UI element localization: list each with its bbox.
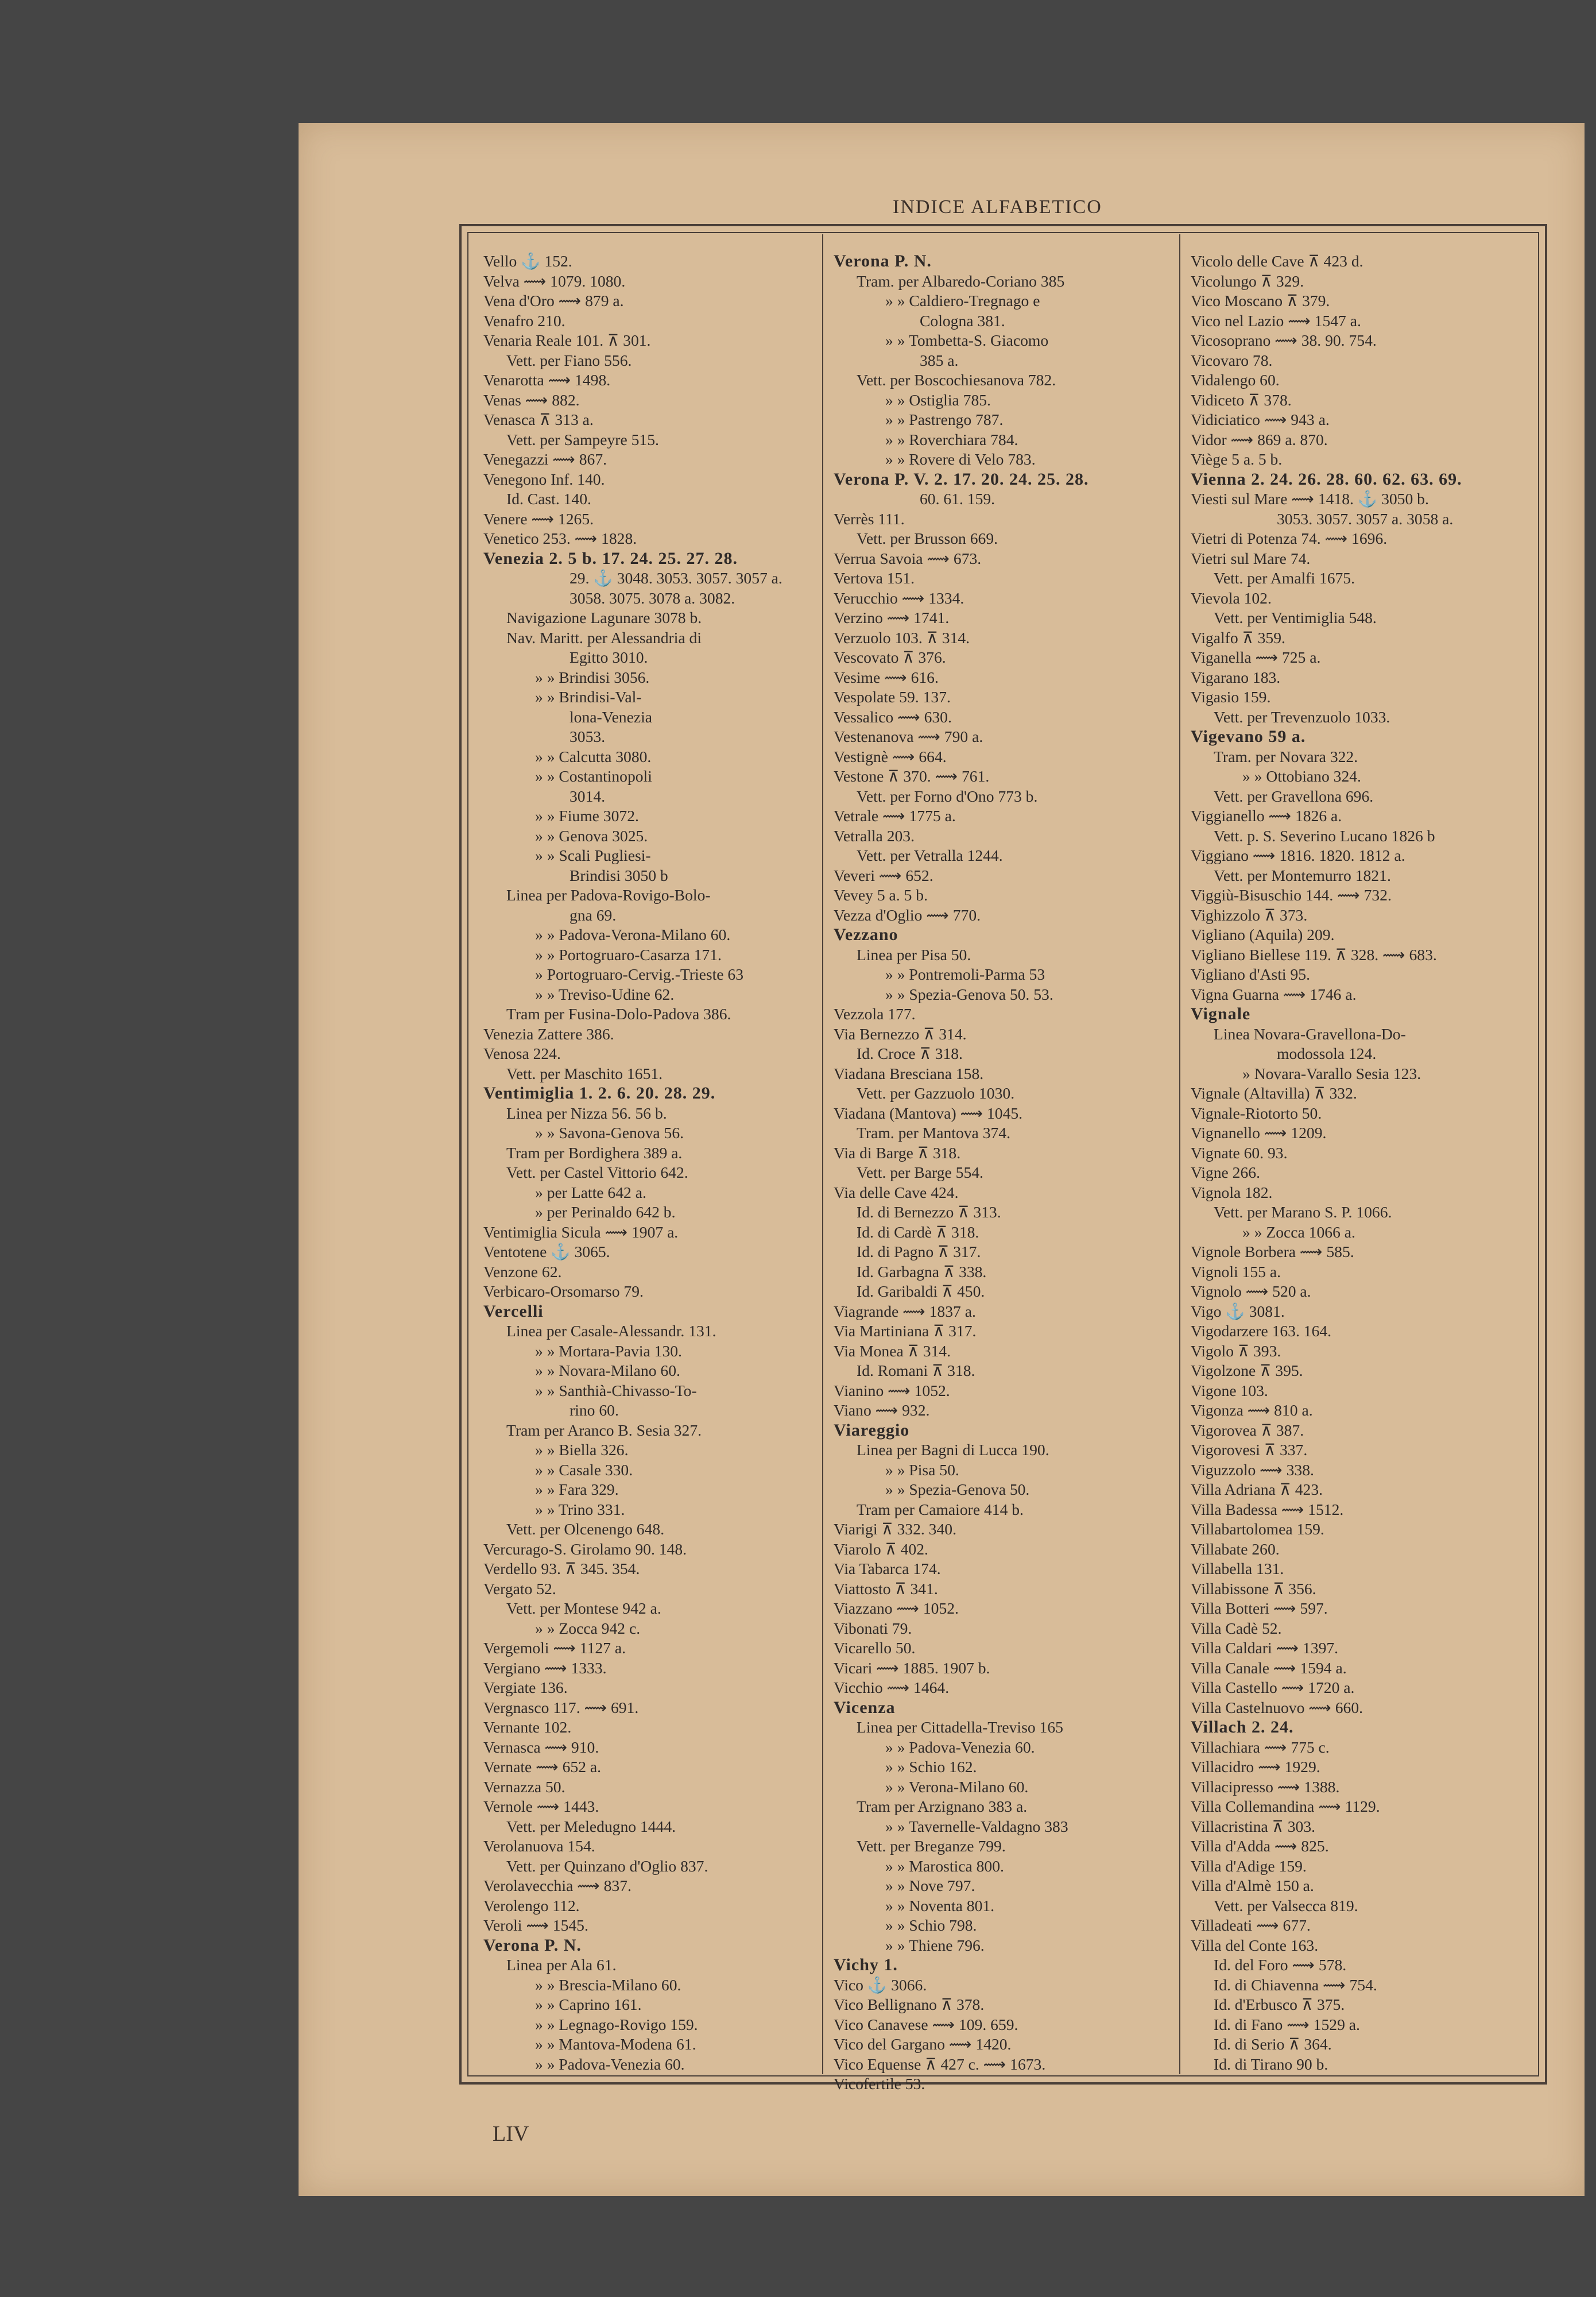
index-entry: Tram per Fusina-Dolo-Padova 386. xyxy=(506,1005,731,1023)
index-entry: Viadana (Mantova) ⟿ 1045. xyxy=(834,1104,1023,1122)
index-entry: » » Padova-Venezia 60. xyxy=(535,2055,685,2073)
index-entry: Tram. per Mantova 374. xyxy=(857,1124,1010,1142)
index-entry: Viattosto ⊼ 341. xyxy=(834,1579,938,1598)
index-entry: Vigliano Biellese 119. ⊼ 328. ⟿ 683. xyxy=(1191,945,1437,964)
index-entry: » » Thiene 796. xyxy=(885,1936,985,1954)
index-entry: Id. di Serio ⊼ 364. xyxy=(1214,2035,1332,2053)
index-entry: Villabella 131. xyxy=(1191,1560,1284,1577)
index-entry: Vignoli 155 a. xyxy=(1191,1262,1281,1281)
index-entry: Villa d'Adige 159. xyxy=(1191,1857,1307,1875)
index-entry: Viazzano ⟿ 1052. xyxy=(834,1599,959,1617)
index-entry: Vetrale ⟿ 1775 a. xyxy=(834,807,956,825)
index-entry: Villa Collemandina ⟿ 1129. xyxy=(1191,1797,1380,1815)
index-entry: Vicchio ⟿ 1464. xyxy=(834,1679,950,1696)
index-entry: Villa d'Adda ⟿ 825. xyxy=(1191,1837,1329,1855)
index-entry: Veveri ⟿ 652. xyxy=(834,866,933,884)
index-entry: Vibonati 79. xyxy=(834,1619,912,1637)
index-entry: Via delle Cave 424. xyxy=(834,1183,959,1201)
index-entry: gna 69. xyxy=(570,906,617,924)
index-entry: Viarolo ⊼ 402. xyxy=(834,1540,928,1558)
index-entry: Tram per Camaiore 414 b. xyxy=(857,1500,1024,1518)
index-entry: Vett. per Montese 942 a. xyxy=(506,1599,661,1617)
index-entry: Navigazione Lagunare 3078 b. xyxy=(506,609,702,627)
index-entry: » » Savona-Genova 56. xyxy=(535,1124,684,1142)
index-entry: Vidor ⟿ 869 a. 870. xyxy=(1191,430,1328,448)
index-entry: Id. di Tirano 90 b. xyxy=(1214,2055,1328,2073)
index-column-1 xyxy=(483,252,818,2074)
index-entry: » » Casale 330. xyxy=(535,1460,633,1479)
index-entry: Vico Equense ⊼ 427 c. ⟿ 1673. xyxy=(834,2055,1046,2073)
index-entry: Vietri di Potenza 74. ⟿ 1696. xyxy=(1191,529,1388,547)
index-entry: Vigorovesi ⊼ 337. xyxy=(1191,1441,1308,1459)
index-entry: Linea per Bagni di Lucca 190. xyxy=(857,1441,1049,1459)
index-entry: Vett. per Quinzano d'Oglio 837. xyxy=(506,1857,708,1875)
index-entry: Vignanello ⟿ 1209. xyxy=(1191,1124,1327,1142)
index-entry: Vignola 182. xyxy=(1191,1183,1273,1201)
page-number: LIV xyxy=(493,2122,529,2146)
index-entry: Vidiceto ⊼ 378. xyxy=(1191,390,1292,409)
index-entry: Vesime ⟿ 616. xyxy=(834,668,939,686)
index-entry: Nav. Maritt. per Alessandria di xyxy=(506,628,702,647)
index-entry: Id. Croce ⊼ 318. xyxy=(857,1045,963,1062)
index-entry: Id. di Fano ⟿ 1529 a. xyxy=(1214,2015,1360,2033)
index-entry: 29. ⚓ 3048. 3053. 3057. 3057 a. xyxy=(570,569,782,587)
index-entry: Velva ⟿ 1079. 1080. xyxy=(483,272,626,290)
index-entry: » » Costantinopoli xyxy=(535,767,652,785)
index-entry: Vico Canavese ⟿ 109. 659. xyxy=(834,2015,1018,2033)
index-entry: » » Zocca 942 c. xyxy=(535,1619,641,1637)
index-entry: Vezzola 177. xyxy=(834,1005,916,1023)
index-entry: Vicenza xyxy=(834,1697,896,1717)
index-entry: Veroli ⟿ 1545. xyxy=(483,1916,588,1934)
index-entry: Ventotene ⚓ 3065. xyxy=(483,1243,610,1260)
index-entry: Vietri sul Mare 74. xyxy=(1191,549,1311,567)
index-entry: Verzino ⟿ 1741. xyxy=(834,609,950,627)
index-entry: Venaria Reale 101. ⊼ 301. xyxy=(483,331,651,349)
index-entry: Villabartolomea 159. xyxy=(1191,1520,1324,1538)
index-entry: » » Pisa 50. xyxy=(885,1460,959,1479)
index-entry: Vernole ⟿ 1443. xyxy=(483,1797,599,1815)
index-column-3 xyxy=(1191,252,1535,2074)
index-entry: Vievola 102. xyxy=(1191,589,1272,607)
index-entry: Villa del Conte 163. xyxy=(1191,1936,1319,1954)
index-entry: Vett. per Trevenzuolo 1033. xyxy=(1214,707,1390,726)
index-entry: Villa Cadè 52. xyxy=(1191,1619,1282,1637)
index-entry: Venegazzi ⟿ 867. xyxy=(483,450,607,468)
index-entry: » » Biella 326. xyxy=(535,1441,629,1459)
index-entry: Vett. per Sampeyre 515. xyxy=(506,430,659,448)
index-entry: Vett. per Montemurro 1821. xyxy=(1214,866,1391,884)
index-entry: » » Noventa 801. xyxy=(885,1896,995,1915)
index-entry: » » Scali Pugliesi- xyxy=(535,846,651,864)
index-entry: 60. 61. 159. xyxy=(920,490,995,508)
index-entry: Vigolzone ⊼ 395. xyxy=(1191,1362,1303,1379)
index-entry: rino 60. xyxy=(570,1401,619,1419)
index-entry: Id. Romani ⊼ 318. xyxy=(857,1362,975,1379)
index-entry: » » Spezia-Genova 50. 53. xyxy=(885,985,1053,1003)
index-entry: Villacristina ⊼ 303. xyxy=(1191,1817,1316,1835)
index-entry: » » Tombetta-S. Giacomo xyxy=(885,331,1049,349)
index-entry: Vett. per Barge 554. xyxy=(857,1163,983,1181)
index-entry: Vidiciatico ⟿ 943 a. xyxy=(1191,411,1330,428)
index-entry: Vigliano (Aquila) 209. xyxy=(1191,926,1335,943)
index-entry: Vetralla 203. xyxy=(834,826,915,845)
column-separator xyxy=(1179,234,1180,2074)
index-entry: Via di Barge ⊼ 318. xyxy=(834,1143,961,1162)
index-entry: Linea per Padova-Rovigo-Bolo- xyxy=(506,886,711,904)
index-entry: » » Caldiero-Tregnago e xyxy=(885,292,1040,310)
index-entry: Id. Garibaldi ⊼ 450. xyxy=(857,1282,985,1300)
index-entry: Id. di Cardè ⊼ 318. xyxy=(857,1223,979,1241)
index-entry: Vicari ⟿ 1885. 1907 b. xyxy=(834,1658,990,1677)
index-entry: Vico del Gargano ⟿ 1420. xyxy=(834,2035,1012,2053)
index-entry: Venere ⟿ 1265. xyxy=(483,509,594,528)
index-entry: » » Fiume 3072. xyxy=(535,807,639,825)
index-entry: 385 a. xyxy=(920,351,959,369)
index-entry: Viadana Bresciana 158. xyxy=(834,1064,984,1082)
index-entry: Cologna 381. xyxy=(920,311,1005,330)
index-entry: Venegono Inf. 140. xyxy=(483,470,605,488)
index-entry: Viano ⟿ 932. xyxy=(834,1401,930,1419)
index-entry: Linea per Nizza 56. 56 b. xyxy=(506,1104,667,1122)
index-entry: Ventimiglia Sicula ⟿ 1907 a. xyxy=(483,1223,679,1241)
index-entry: Vernate ⟿ 652 a. xyxy=(483,1758,602,1776)
index-entry: Vett. per Gravellona 696. xyxy=(1214,787,1374,805)
index-entry: Vett. per Olcenengo 648. xyxy=(506,1520,665,1538)
index-entry: Viggiù-Bisuschio 144. ⟿ 732. xyxy=(1191,886,1392,904)
index-entry: Verona P. N. xyxy=(483,1935,582,1955)
index-entry: Villa Botteri ⟿ 597. xyxy=(1191,1599,1328,1617)
index-entry: » » Santhià-Chivasso-To- xyxy=(535,1381,697,1399)
index-entry: Vigne 266. xyxy=(1191,1163,1260,1181)
index-entry: Vestone ⊼ 370. ⟿ 761. xyxy=(834,767,990,785)
page-header: INDICE ALFABETICO xyxy=(893,196,1102,218)
index-entry: » per Perinaldo 642 b. xyxy=(535,1203,676,1221)
index-entry: Vett. per Fiano 556. xyxy=(506,351,632,369)
index-entry: Viggianello ⟿ 1826 a. xyxy=(1191,807,1342,825)
index-entry: Venosa 224. xyxy=(483,1045,561,1062)
index-entry: Villacidro ⟿ 1929. xyxy=(1191,1758,1320,1776)
index-entry: » » Calcutta 3080. xyxy=(535,747,652,765)
index-entry: » » Genova 3025. xyxy=(535,826,648,845)
index-entry: Vezza d'Oglio ⟿ 770. xyxy=(834,906,981,924)
index-entry: Verrua Savoia ⟿ 673. xyxy=(834,549,982,567)
index-entry: Id. Garbagna ⊼ 338. xyxy=(857,1262,987,1281)
index-entry: Viagrande ⟿ 1837 a. xyxy=(834,1302,976,1320)
index-entry: Linea Novara-Gravellona-Do- xyxy=(1214,1024,1406,1043)
index-entry: Vicovaro 78. xyxy=(1191,351,1273,369)
index-entry: Villabissone ⊼ 356. xyxy=(1191,1579,1316,1598)
index-entry: Vernante 102. xyxy=(483,1718,572,1736)
index-entry: Vigodarzere 163. 164. xyxy=(1191,1322,1332,1340)
index-entry: » » Mortara-Pavia 130. xyxy=(535,1341,682,1360)
index-entry: Villa Caldari ⟿ 1397. xyxy=(1191,1639,1339,1657)
index-entry: » » Padova-Venezia 60. xyxy=(885,1738,1035,1756)
index-entry: Vicarello 50. xyxy=(834,1639,916,1657)
index-entry: Vigasio 159. xyxy=(1191,688,1271,706)
index-entry: Vignolo ⟿ 520 a. xyxy=(1191,1282,1311,1300)
index-entry: Vicolo delle Cave ⊼ 423 d. xyxy=(1191,252,1363,270)
index-entry: Vico nel Lazio ⟿ 1547 a. xyxy=(1191,311,1361,330)
index-entry: Vergiano ⟿ 1333. xyxy=(483,1658,607,1677)
index-entry: Vigevano 59 a. xyxy=(1191,727,1306,746)
index-entry: Viguzzolo ⟿ 338. xyxy=(1191,1460,1314,1479)
index-entry: Vespolate 59. 137. xyxy=(834,688,951,706)
index-entry: Viarigi ⊼ 332. 340. xyxy=(834,1520,956,1538)
index-entry: Vett. per Gazzuolo 1030. xyxy=(857,1084,1015,1102)
index-entry: Tram per Bordighera 389 a. xyxy=(506,1143,683,1162)
index-entry: Vigonza ⟿ 810 a. xyxy=(1191,1401,1313,1419)
index-entry: » » Nove 797. xyxy=(885,1877,975,1894)
index-entry: Vico Bellignano ⊼ 378. xyxy=(834,1996,985,2013)
index-entry: Id. di Bernezzo ⊼ 313. xyxy=(857,1203,1001,1221)
index-entry: Vercurago-S. Girolamo 90. 148. xyxy=(483,1540,687,1558)
index-entry: 3058. 3075. 3078 a. 3082. xyxy=(570,589,735,607)
index-entry: Vezzano xyxy=(834,925,898,944)
index-entry: Villa Canale ⟿ 1594 a. xyxy=(1191,1658,1347,1677)
index-entry: » » Schio 798. xyxy=(885,1916,977,1934)
index-entry: Linea per Ala 61. xyxy=(506,1956,617,1974)
index-entry: Vignate 60. 93. xyxy=(1191,1143,1288,1162)
index-entry: Vett. per Meledugno 1444. xyxy=(506,1817,676,1835)
index-entry: Vett. per Ventimiglia 548. xyxy=(1214,609,1377,627)
index-entry: Verona P. N. xyxy=(834,252,932,270)
index-entry: Vigalfo ⊼ 359. xyxy=(1191,628,1285,647)
index-entry: Verrès 111. xyxy=(834,509,905,528)
index-entry: Viesti sul Mare ⟿ 1418. ⚓ 3050 b. xyxy=(1191,490,1429,508)
index-entry: Vignale xyxy=(1191,1004,1251,1023)
index-entry: Vena d'Oro ⟿ 879 a. xyxy=(483,292,624,310)
index-entry: Villa Castello ⟿ 1720 a. xyxy=(1191,1679,1355,1696)
index-entry: » » Fara 329. xyxy=(535,1480,619,1498)
index-entry: modossola 124. xyxy=(1277,1045,1377,1062)
index-entry: » » Tavernelle-Valdagno 383 xyxy=(885,1817,1068,1835)
index-entry: Viggiano ⟿ 1816. 1820. 1812 a. xyxy=(1191,846,1405,864)
index-entry: Verolavecchia ⟿ 837. xyxy=(483,1877,632,1894)
index-entry: Tram. per Albaredo-Coriano 385 xyxy=(857,272,1065,290)
index-entry: Vignale (Altavilla) ⊼ 332. xyxy=(1191,1084,1357,1102)
index-entry: Vett. per Valsecca 819. xyxy=(1214,1896,1358,1915)
index-entry: Id. d'Erbusco ⊼ 375. xyxy=(1214,1996,1345,2013)
index-entry: » » Spezia-Genova 50. xyxy=(885,1480,1030,1498)
index-entry: » » Padova-Verona-Milano 60. xyxy=(535,926,731,943)
index-entry: Vernasca ⟿ 910. xyxy=(483,1738,599,1756)
index-entry: » per Latte 642 a. xyxy=(535,1183,646,1201)
index-entry: Vergato 52. xyxy=(483,1579,556,1598)
index-entry: 3053. 3057. 3057 a. 3058 a. xyxy=(1277,509,1454,528)
index-entry: » » Rovere di Velo 783. xyxy=(885,450,1036,468)
index-entry: Venafro 210. xyxy=(483,311,565,330)
index-entry: Viège 5 a. 5 b. xyxy=(1191,450,1283,468)
index-entry: Vestignè ⟿ 664. xyxy=(834,747,947,765)
index-entry: Ventimiglia 1. 2. 6. 20. 28. 29. xyxy=(483,1084,716,1103)
index-entry: Vessalico ⟿ 630. xyxy=(834,707,952,726)
index-entry: Vigarano 183. xyxy=(1191,668,1281,686)
index-entry: 3053. xyxy=(570,728,606,745)
index-entry: » » Pontremoli-Parma 53 xyxy=(885,965,1045,983)
page-frame xyxy=(459,224,1547,2093)
index-entry: Verzuolo 103. ⊼ 314. xyxy=(834,628,970,647)
index-entry: » » Mantova-Modena 61. xyxy=(535,2035,696,2053)
book-page xyxy=(299,123,1585,2196)
index-entry: Vercelli xyxy=(483,1301,544,1321)
index-entry: Vevey 5 a. 5 b. xyxy=(834,886,928,904)
index-entry: Villa Castelnuovo ⟿ 660. xyxy=(1191,1698,1363,1716)
index-entry: » » Pastrengo 787. xyxy=(885,411,1004,428)
index-entry: Vergnasco 117. ⟿ 691. xyxy=(483,1698,639,1716)
index-entry: Villacipresso ⟿ 1388. xyxy=(1191,1777,1340,1796)
index-entry: » » Brescia-Milano 60. xyxy=(535,1975,681,1994)
index-entry: Vett. per Castel Vittorio 642. xyxy=(506,1163,688,1181)
index-entry: Vigo ⚓ 3081. xyxy=(1191,1302,1285,1320)
index-entry: Vidalengo 60. xyxy=(1191,371,1280,389)
index-entry: » Portogruaro-Cervig.-Trieste 63 xyxy=(535,965,744,983)
index-entry: Vico ⚓ 3066. xyxy=(834,1975,927,1994)
index-entry: Vett. per Marano S. P. 1066. xyxy=(1214,1203,1392,1221)
index-entry: Venezia Zattere 386. xyxy=(483,1024,614,1043)
index-entry: » » Verona-Milano 60. xyxy=(885,1777,1029,1796)
index-entry: » » Brindisi-Val- xyxy=(535,688,642,706)
index-entry: Venetico 253. ⟿ 1828. xyxy=(483,529,637,547)
index-entry: Villa Adriana ⊼ 423. xyxy=(1191,1480,1323,1498)
index-entry: Vico Moscano ⊼ 379. xyxy=(1191,292,1330,310)
index-entry: Id. di Chiavenna ⟿ 754. xyxy=(1214,1975,1377,1994)
index-entry: » » Legnago-Rovigo 159. xyxy=(535,2015,698,2033)
index-entry: Vescovato ⊼ 376. xyxy=(834,648,946,666)
index-entry: » » Ostiglia 785. xyxy=(885,390,991,409)
index-entry: Vett. per Boscochiesanova 782. xyxy=(857,371,1056,389)
index-entry: Venzone 62. xyxy=(483,1262,562,1281)
index-entry: Brindisi 3050 b xyxy=(570,866,668,884)
index-entry: » » Roverchiara 784. xyxy=(885,430,1018,448)
column-separator xyxy=(822,234,823,2074)
index-entry: Tram per Aranco B. Sesia 327. xyxy=(506,1421,702,1439)
index-entry: Vignale-Riotorto 50. xyxy=(1191,1104,1322,1122)
index-entry: Viganella ⟿ 725 a. xyxy=(1191,648,1321,666)
index-entry: Vigliano d'Asti 95. xyxy=(1191,965,1310,983)
index-entry: Villabate 260. xyxy=(1191,1540,1280,1558)
index-entry: Venezia 2. 5 b. 17. 24. 25. 27. 28. xyxy=(483,548,738,568)
index-entry: 3014. xyxy=(570,787,606,805)
index-entry: Vigna Guarna ⟿ 1746 a. xyxy=(1191,985,1357,1003)
index-entry: Via Tabarca 174. xyxy=(834,1560,941,1577)
index-entry: Vienna 2. 24. 26. 28. 60. 62. 63. 69. xyxy=(1191,469,1462,489)
index-entry: Linea per Cittadella-Treviso 165 xyxy=(857,1718,1063,1736)
index-entry: Viareggio xyxy=(834,1420,910,1440)
index-entry: Vichy 1. xyxy=(834,1955,898,1974)
index-entry: Id. Cast. 140. xyxy=(506,490,591,508)
index-column-2 xyxy=(834,252,1175,2094)
index-entry: Id. di Pagno ⊼ 317. xyxy=(857,1243,981,1260)
index-entry: Vett. per Forno d'Ono 773 b. xyxy=(857,787,1038,805)
index-entry: Venas ⟿ 882. xyxy=(483,390,580,409)
index-entry: » » Marostica 800. xyxy=(885,1857,1004,1875)
index-entry: Vicosoprano ⟿ 38. 90. 754. xyxy=(1191,331,1377,349)
index-entry: Linea per Casale-Alessandr. 131. xyxy=(506,1322,716,1340)
index-entry: Via Martiniana ⊼ 317. xyxy=(834,1322,977,1340)
index-entry: » » Zocca 1066 a. xyxy=(1242,1223,1355,1241)
index-entry: Vicolungo ⊼ 329. xyxy=(1191,272,1304,290)
index-entry: » » Caprino 161. xyxy=(535,1996,642,2013)
index-entry: Vighizzolo ⊼ 373. xyxy=(1191,906,1308,924)
index-entry: » » Novara-Milano 60. xyxy=(535,1362,680,1379)
index-entry: Tram per Arzignano 383 a. xyxy=(857,1797,1028,1815)
index-entry: lona-Venezia xyxy=(570,707,653,726)
index-entry: Venasca ⊼ 313 a. xyxy=(483,411,594,428)
index-entry: Verdello 93. ⊼ 345. 354. xyxy=(483,1560,640,1577)
index-entry: Vett. per Maschito 1651. xyxy=(506,1064,663,1082)
index-entry: Via Bernezzo ⊼ 314. xyxy=(834,1024,967,1043)
index-entry: Villa Badessa ⟿ 1512. xyxy=(1191,1500,1344,1518)
index-entry: Verona P. V. 2. 17. 20. 24. 25. 28. xyxy=(834,469,1089,489)
index-entry: Via Monea ⊼ 314. xyxy=(834,1341,951,1360)
index-entry: Vett. per Amalfi 1675. xyxy=(1214,569,1355,587)
index-entry: Verbicaro-Orsomarso 79. xyxy=(483,1282,644,1300)
index-entry: Vigorovea ⊼ 387. xyxy=(1191,1421,1304,1439)
index-entry: Vett. p. S. Severino Lucano 1826 b xyxy=(1214,826,1435,845)
index-entry: Venarotta ⟿ 1498. xyxy=(483,371,611,389)
index-entry: Egitto 3010. xyxy=(570,648,648,666)
index-entry: Vett. per Breganze 799. xyxy=(857,1837,1006,1855)
index-entry: Villadeati ⟿ 677. xyxy=(1191,1916,1311,1934)
index-entry: » » Ottobiano 324. xyxy=(1242,767,1361,785)
index-entry: Verolengo 112. xyxy=(483,1896,580,1915)
index-entry: » » Brindisi 3056. xyxy=(535,668,650,686)
index-entry: Vello ⚓ 152. xyxy=(483,252,572,270)
index-entry: Vignole Borbera ⟿ 585. xyxy=(1191,1243,1354,1260)
index-entry: Villach 2. 24. xyxy=(1191,1718,1294,1737)
index-entry: Verolanuova 154. xyxy=(483,1837,595,1855)
index-entry: Vestenanova ⟿ 790 a. xyxy=(834,728,983,745)
index-entry: Vergemoli ⟿ 1127 a. xyxy=(483,1639,626,1657)
index-entry: Verucchio ⟿ 1334. xyxy=(834,589,964,607)
index-entry: » » Schio 162. xyxy=(885,1758,977,1776)
index-entry: » » Treviso-Udine 62. xyxy=(535,985,675,1003)
index-entry: Vigolo ⊼ 393. xyxy=(1191,1341,1281,1360)
index-entry: Vertova 151. xyxy=(834,569,915,587)
index-entry: Vernazza 50. xyxy=(483,1777,565,1796)
index-entry: » Novara-Varallo Sesia 123. xyxy=(1242,1064,1421,1082)
index-entry: Tram. per Novara 322. xyxy=(1214,747,1358,765)
index-entry: » » Trino 331. xyxy=(535,1500,625,1518)
index-entry: Vicofertile 53. xyxy=(834,2075,925,2093)
index-entry: Villa d'Almè 150 a. xyxy=(1191,1877,1314,1894)
index-entry: Villachiara ⟿ 775 c. xyxy=(1191,1738,1330,1756)
index-entry: Vigone 103. xyxy=(1191,1381,1268,1399)
index-entry: Vergiate 136. xyxy=(483,1679,568,1696)
index-entry: Id. del Foro ⟿ 578. xyxy=(1214,1956,1347,1974)
index-entry: » » Portogruaro-Casarza 171. xyxy=(535,945,722,964)
index-entry: Vianino ⟿ 1052. xyxy=(834,1381,950,1399)
index-entry: Vett. per Brusson 669. xyxy=(857,529,998,547)
index-entry: Linea per Pisa 50. xyxy=(857,945,971,964)
index-entry: Vett. per Vetralla 1244. xyxy=(857,846,1003,864)
